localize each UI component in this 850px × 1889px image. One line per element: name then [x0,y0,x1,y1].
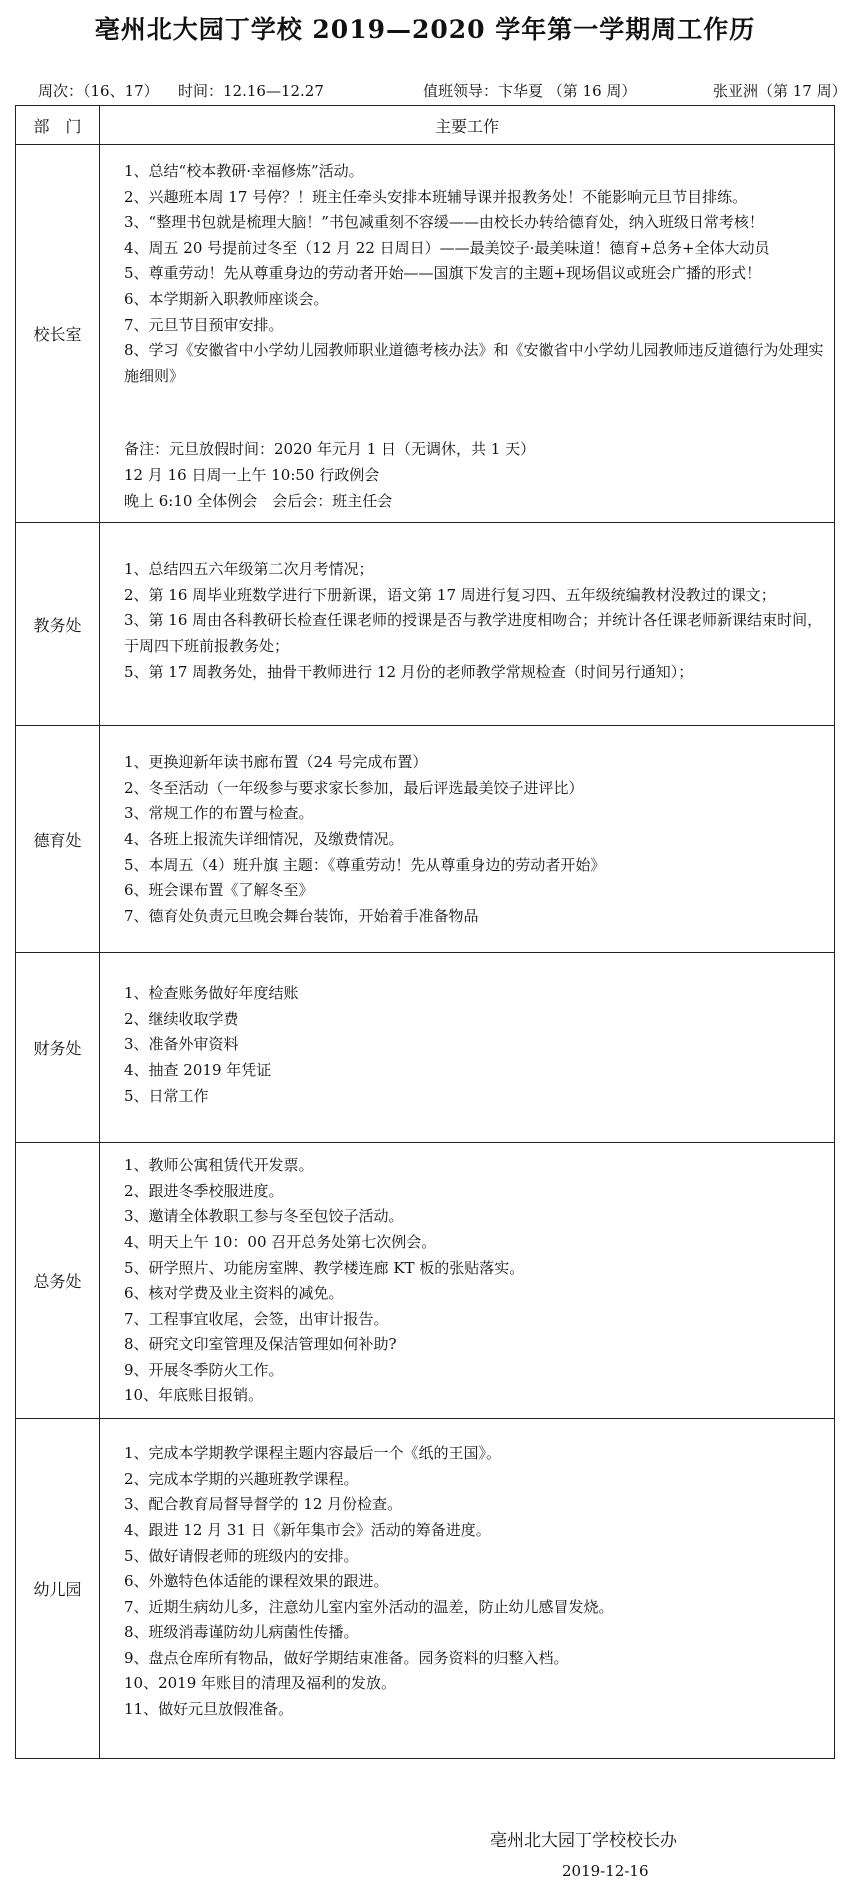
work-item: 8、班级消毒谨防幼儿病菌性传播。 [124,1623,359,1642]
work-item: 11、做好元旦放假准备。 [124,1700,294,1719]
work-item: 3、常规工作的布置与检查。 [124,804,314,823]
work-cell [100,145,835,523]
work-item: 6、班会课布置《了解冬至》 [124,881,314,900]
duty-leader-2-label: 张亚洲（第 17 周） [713,82,847,100]
work-column-header: 主要工作 [100,106,835,145]
work-cell [100,523,835,726]
work-item: 10、2019 年账目的清理及福利的发放。 [124,1674,397,1693]
work-item: 3、第 16 周由各科教研长检查任课老师的授课是否与教学进度相吻合；并统计各任课老师新课结束时间，于周四下班前报教务处； [124,611,823,655]
table-header-row [16,106,835,145]
work-item: 7、德育处负责元旦晚会舞台装饰，开始着手准备物品 [124,906,479,925]
work-schedule-table [15,105,835,1759]
work-item: 6、外邀特色体适能的课程效果的跟进。 [124,1572,389,1591]
note-item: 备注：元旦放假时间：2020 年元月 1 日（无调休，共 1 天） [124,440,536,459]
work-item: 4、各班上报流失详细情况，及缴费情况。 [124,829,404,848]
section-row-general-affairs [16,1143,835,1419]
dept-cell: 德育处 [16,726,100,953]
work-item: 5、研学照片、功能房室牌、教学楼连廊 KT 板的张贴落实。 [124,1258,525,1277]
work-item: 2、完成本学期的兴趣班教学课程。 [124,1469,359,1488]
work-item: 1、检查账务做好年度结账 [124,984,299,1003]
work-item: 3、配合教育局督导督学的 12 月份检查。 [124,1495,403,1514]
dept-cell: 校长室 [16,145,100,523]
work-item: 2、冬至活动（一年级参与要求家长参加，最后评选最美饺子进评比） [124,778,584,797]
section-row-academic [16,523,835,726]
time-range-label: 时间：12.16—12.27 [178,82,324,100]
section-row-kindergarten [16,1419,835,1759]
work-item: 5、做好请假老师的班级内的安排。 [124,1546,359,1565]
work-item: 7、工程事宜收尾，会签，出审计报告。 [124,1309,389,1328]
dept-cell: 财务处 [16,953,100,1143]
work-item: 7、近期生病幼儿多，注意幼儿室内室外活动的温差，防止幼儿感冒发烧。 [124,1597,614,1616]
work-item: 8、学习《安徽省中小学幼儿园教师职业道德考核办法》和《安徽省中小学幼儿园教师违反道德行为处理实施细则》 [124,341,824,385]
note-item: 12 月 16 日周一上午 10:50 行政例会 [124,465,380,484]
work-item: 5、日常工作 [124,1086,209,1105]
page-title: 亳州北大园丁学校 2019—2020 学年第一学期周工作历 [94,15,756,44]
work-item: 8、研究文印室管理及保洁管理如何补助? [124,1335,397,1354]
duty-leader-label: 值班领导：卞华夏 （第 16 周） [423,82,637,100]
note-item: 晚上 6:10 全体例会 会后会：班主任会 [124,491,393,510]
work-item: 6、本学期新入职教师座谈会。 [124,289,329,308]
dept-column-header: 部 门 [16,106,100,145]
work-item: 2、继续收取学费 [124,1009,239,1028]
work-item: 2、兴趣班本周 17 号停？！班主任牵头安排本班辅导课并报教务处！不能影响元旦节目排练。 [124,187,748,206]
work-item: 4、跟进 12 月 31 日《新年集市会》活动的筹备进度。 [124,1520,491,1539]
work-item: 3、邀请全体教职工参与冬至包饺子活动。 [124,1207,404,1226]
dept-cell: 幼儿园 [16,1419,100,1759]
work-cell [100,726,835,953]
work-item: 4、周五 20 号提前过冬至（12 月 22 日周日）——最美饺子·最美味道！德育+总务+全体大动员 [124,238,770,257]
work-cell [100,1143,835,1419]
work-item: 1、更换迎新年读书廊布置（24 号完成布置） [124,753,428,772]
work-cell [100,1419,835,1759]
document-date: 2019-12-16 [562,1862,649,1880]
office-signature: 亳州北大园丁学校校长办 [490,1831,677,1851]
work-item: 1、教师公寓租赁代开发票。 [124,1156,314,1175]
work-item: 10、年底账目报销。 [124,1386,264,1405]
weeks-label: 周次：（16、17） [38,82,159,100]
section-row-finance [16,953,835,1143]
dept-cell: 教务处 [16,523,100,726]
dept-cell: 总务处 [16,1143,100,1419]
section-row-principal [16,145,835,523]
spacer [124,389,826,437]
work-item: 9、盘点仓库所有物品，做好学期结束准备。园务资料的归整入档。 [124,1648,569,1667]
schedule-meta [38,80,847,102]
work-item: 2、第 16 周毕业班数学进行下册新课，语文第 17 周进行复习四、五年级统编教材没教过的课文； [124,585,776,604]
work-item: 6、核对学费及业主资料的减免。 [124,1284,344,1303]
work-item: 4、抽查 2019 年凭证 [124,1060,272,1079]
work-item: 2、跟进冬季校服进度。 [124,1181,284,1200]
work-item: 3、“整理书包就是梳理大脑！”书包减重刻不容缓——由校长办转给德育处，纳入班级日常考核！ [124,213,764,232]
work-item: 1、总结四五六年级第二次月考情况； [124,560,374,579]
work-item: 3、准备外审资料 [124,1035,239,1054]
work-cell [100,953,835,1143]
work-item: 9、开展冬季防火工作。 [124,1360,284,1379]
work-item: 1、完成本学期教学课程主题内容最后一个《纸的王国》。 [124,1444,502,1463]
section-row-moral [16,726,835,953]
work-item: 5、尊重劳动！先从尊重身边的劳动者开始——国旗下发言的主题+现场倡议或班会广播的形式！ [124,264,762,283]
work-item: 4、明天上午 10：00 召开总务处第七次例会。 [124,1232,437,1251]
work-item: 5、本周五（4）班升旗 主题：《尊重劳动！先从尊重身边的劳动者开始》 [124,855,606,874]
work-item: 7、元旦节目预审安排。 [124,315,284,334]
work-item: 5、第 17 周教务处，抽骨干教师进行 12 月份的老师教学常规检查（时间另行通知）； [124,662,694,681]
work-item: 1、总结“校本教研·幸福修炼”活动。 [124,162,364,180]
